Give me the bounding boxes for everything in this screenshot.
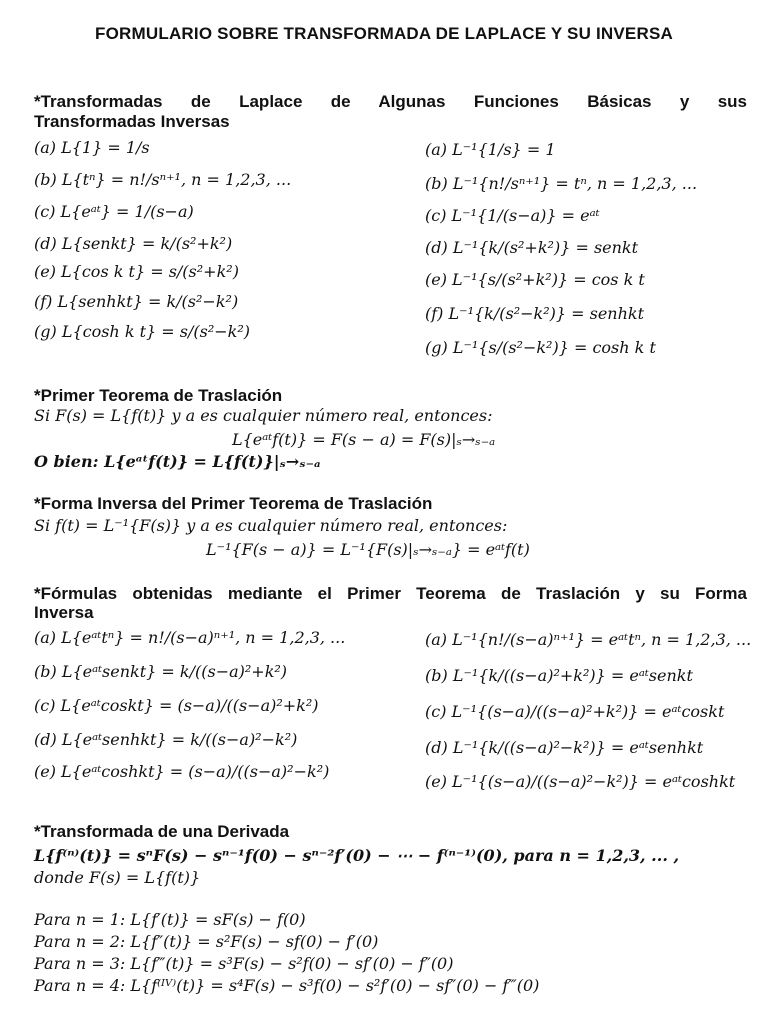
s1-right-d: (d) L⁻¹{k/(s²+k²)} = senkt bbox=[425, 238, 639, 257]
section4-heading-line1: *Fórmulas obtenidas mediante el Primer Teorema de Traslación y su Forma bbox=[34, 584, 747, 603]
derivative-case-n2: Para n = 2: L{f″(t)} = s²F(s) − sf(0) − f′(0) bbox=[34, 932, 379, 951]
s1-right-g: (g) L⁻¹{s/(s²−k²)} = cosh k t bbox=[425, 338, 656, 357]
s4-left-b: (b) L{eᵃᵗsenkt} = k/((s−a)²+k²) bbox=[34, 662, 288, 681]
s1-left-d: (d) L{senkt} = k/(s²+k²) bbox=[34, 234, 233, 253]
s1-left-g: (g) L{cosh k t} = s/(s²−k²) bbox=[34, 322, 251, 341]
section2-line3: O bien: L{eᵃᵗf(t)} = L{f(t)}|ₛ→ₛ₋ₐ bbox=[34, 452, 321, 471]
s4-right-c: (c) L⁻¹{(s−a)/((s−a)²+k²)} = eᵃᵗcoskt bbox=[425, 702, 725, 721]
section5-heading: *Transformada de una Derivada bbox=[34, 822, 290, 841]
section2-line1: Si F(s) = L{f(t)} y a es cualquier número real, entonces: bbox=[34, 406, 493, 425]
section4-heading-line2: Inversa bbox=[34, 603, 94, 622]
page-title: FORMULARIO SOBRE TRANSFORMADA DE LAPLACE Y SU INVERSA bbox=[95, 24, 673, 43]
section1-heading-line2: Transformadas Inversas bbox=[34, 112, 230, 131]
s4-right-e: (e) L⁻¹{(s−a)/((s−a)²−k²)} = eᵃᵗcoshkt bbox=[425, 772, 736, 791]
section2-heading: *Primer Teorema de Traslación bbox=[34, 386, 283, 405]
s4-right-a: (a) L⁻¹{n!/(s−a)ⁿ⁺¹} = eᵃᵗtⁿ, n = 1,2,3, ... bbox=[425, 630, 752, 649]
s4-right-d: (d) L⁻¹{k/((s−a)²−k²)} = eᵃᵗsenhkt bbox=[425, 738, 704, 757]
section5-line1: L{f⁽ⁿ⁾(t)} = sⁿF(s) − sⁿ⁻¹f(0) − sⁿ⁻²f′(0) − ⋯ − f⁽ⁿ⁻¹⁾(0), para n = 1,2,3, ... , bbox=[34, 846, 680, 865]
s4-right-b: (b) L⁻¹{k/((s−a)²+k²)} = eᵃᵗsenkt bbox=[425, 666, 693, 685]
section3-line1: Si f(t) = L⁻¹{F(s)} y a es cualquier número real, entonces: bbox=[34, 516, 508, 535]
section2-line2: L{eᵃᵗf(t)} = F(s − a) = F(s)|ₛ→ₛ₋ₐ bbox=[232, 430, 496, 449]
s1-left-e: (e) L{cos k t} = s/(s²+k²) bbox=[34, 262, 239, 281]
s1-right-a: (a) L⁻¹{1/s} = 1 bbox=[425, 140, 556, 159]
s1-left-f: (f) L{senhkt} = k/(s²−k²) bbox=[34, 292, 239, 311]
s1-right-b: (b) L⁻¹{n!/sⁿ⁺¹} = tⁿ, n = 1,2,3, ... bbox=[425, 174, 698, 193]
s1-right-e: (e) L⁻¹{s/(s²+k²)} = cos k t bbox=[425, 270, 645, 289]
section5-line2: donde F(s) = L{f(t)} bbox=[34, 868, 201, 887]
s1-right-c: (c) L⁻¹{1/(s−a)} = eᵃᵗ bbox=[425, 206, 600, 225]
s4-left-a: (a) L{eᵃᵗtⁿ} = n!/(s−a)ⁿ⁺¹, n = 1,2,3, ... bbox=[34, 628, 346, 647]
derivative-case-n3: Para n = 3: L{f‴(t)} = s³F(s) − s²f(0) − sf′(0) − f″(0) bbox=[34, 954, 454, 973]
section3-heading: *Forma Inversa del Primer Teorema de Traslación bbox=[34, 494, 433, 513]
s4-left-d: (d) L{eᵃᵗsenhkt} = k/((s−a)²−k²) bbox=[34, 730, 298, 749]
s1-left-c: (c) L{eᵃᵗ} = 1/(s−a) bbox=[34, 202, 194, 221]
section3-line2: L⁻¹{F(s − a)} = L⁻¹{F(s)|ₛ→ₛ₋ₐ} = eᵃᵗf(t) bbox=[206, 540, 530, 559]
s1-left-b: (b) L{tⁿ} = n!/sⁿ⁺¹, n = 1,2,3, ... bbox=[34, 170, 292, 189]
s1-right-f: (f) L⁻¹{k/(s²−k²)} = senhkt bbox=[425, 304, 645, 323]
s1-left-a: (a) L{1} = 1/s bbox=[34, 138, 150, 157]
derivative-case-n1: Para n = 1: L{f′(t)} = sF(s) − f(0) bbox=[34, 910, 306, 929]
section1-heading-line1: *Transformadas de Laplace de Algunas Funciones Básicas y sus bbox=[34, 92, 747, 111]
s4-left-e: (e) L{eᵃᵗcoshkt} = (s−a)/((s−a)²−k²) bbox=[34, 762, 330, 781]
s4-left-c: (c) L{eᵃᵗcoskt} = (s−a)/((s−a)²+k²) bbox=[34, 696, 319, 715]
derivative-case-n4: Para n = 4: L{f⁽ᴵⱽ⁾(t)} = s⁴F(s) − s³f(0) − s²f′(0) − sf″(0) − f‴(0) bbox=[34, 976, 540, 995]
